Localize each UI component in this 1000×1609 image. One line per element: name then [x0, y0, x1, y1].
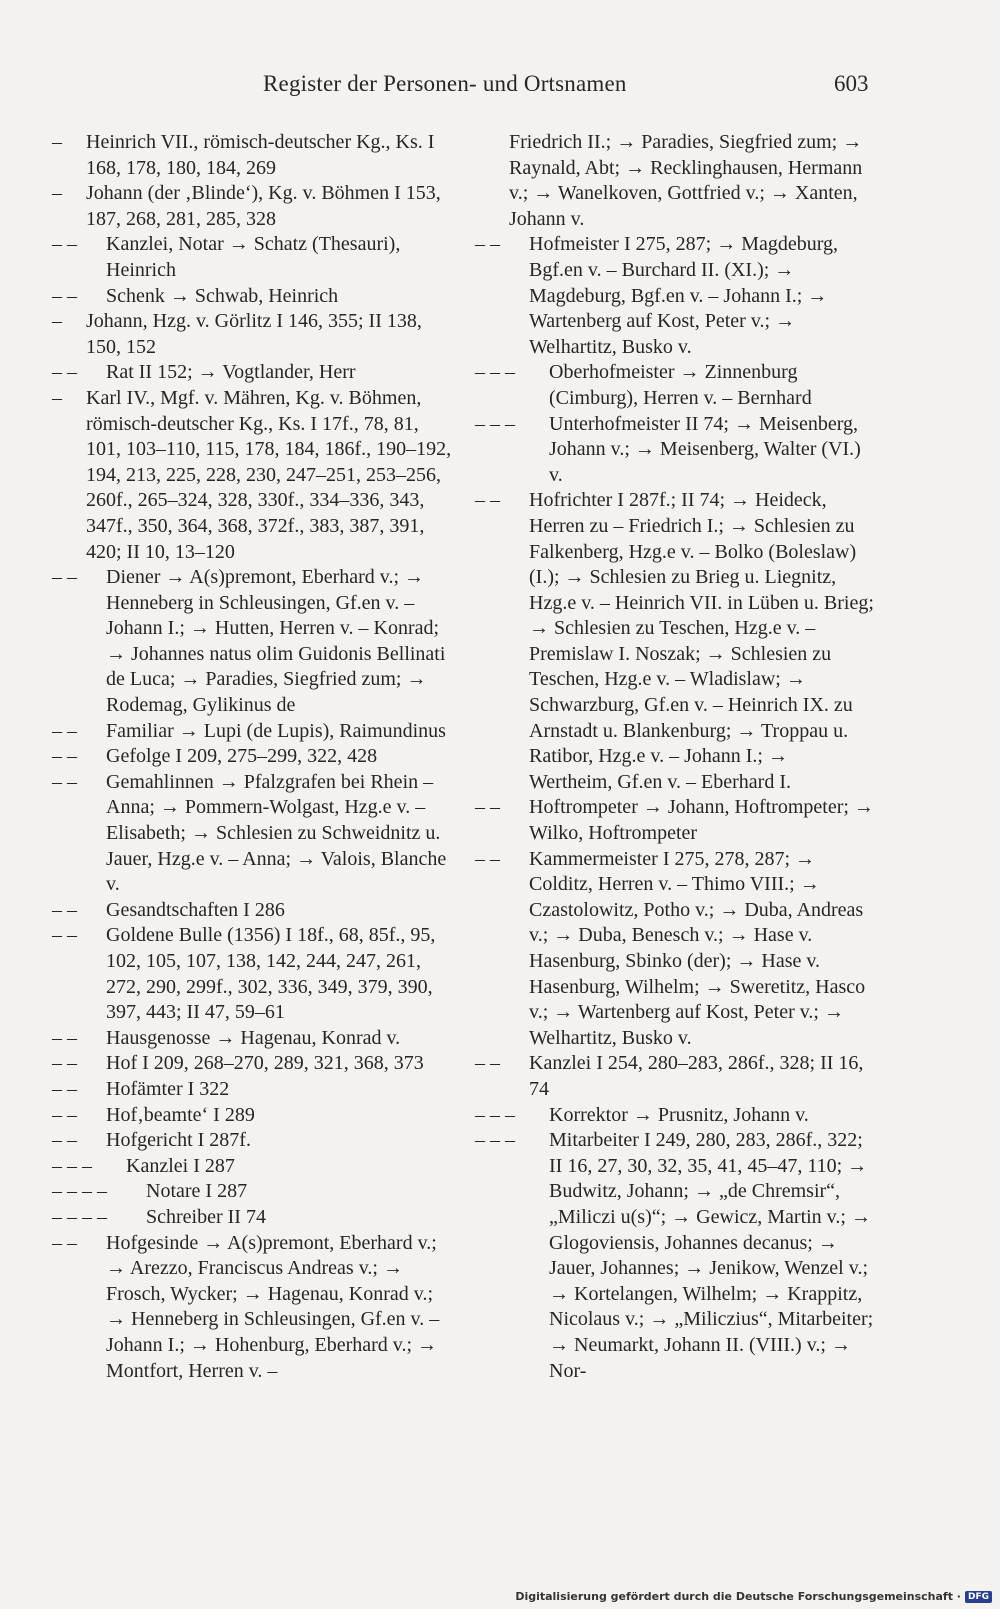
level-dashes: – – – [475, 1129, 515, 1152]
index-entry [52, 1103, 452, 1129]
entry-text: Familiar → Lupi (de Lupis), Raimundinus [106, 719, 446, 742]
level-dashes: – – [52, 361, 77, 384]
index-entry [52, 360, 452, 386]
entry-text: Kanzlei I 254, 280–283, 286f., 328; II 16, 74 [529, 1052, 864, 1100]
entry-text: Gesandtschaften I 286 [106, 898, 285, 921]
entry-text: Diener → A(s)premont, Eberhard v.; → Henneberg in Schleusingen, Gf.en v. – Johann I.; → Hutten, Herren v. – Konrad; → Johannes natus olim Guidonis Bellinati de Luca; → Paradies, Siegfried zum; → Rodemag, Gylikinus de [106, 566, 446, 717]
entry-text: Hofmeister I 275, 287; → Magdeburg, Bgf.en v. – Burchard II. (XI.); → Magdeburg, Bgf.en v. – Johann I.; → Wartenberg auf Kost, Peter v.; → Welhartitz, Busko v. [529, 233, 839, 358]
entry-text: Rat II 152; → Vogtlander, Herr [106, 361, 356, 384]
index-entry [52, 1179, 452, 1205]
index-entry [475, 360, 875, 411]
index-entry [52, 1077, 452, 1103]
entry-text: Hofgesinde → A(s)premont, Eberhard v.; → Arezzo, Franciscus Andreas v.; → Frosch, Wycker; → Hagenau, Konrad v.; → Henneberg in Schleusingen, Gf.en v. – Johann I.; → Hohenburg, Eberhard v.; → Montfort, Herren v. – [106, 1231, 440, 1382]
entry-text: Heinrich VII., römisch-deutscher Kg., Ks. I 168, 178, 180, 184, 269 [86, 131, 435, 179]
level-dashes: – – – [475, 361, 515, 384]
dfg-logo: DFG [965, 1591, 992, 1603]
entry-text: Karl IV., Mgf. v. Mähren, Kg. v. Böhmen, römisch-deutscher Kg., Ks. I 17f., 78, 81, 101, 103–110, 115, 178, 184, 186f., 190–192, 194, 213, 225, 228, 230, 247–251, 253–256, 260f., 265–324, 328, 330f., 334–336, 343, 347f., 350, 364, 368, 372f., 383, 387, 391, 420; II 10, 13–120 [86, 386, 452, 563]
entry-text: Hofrichter I 287f.; II 74; → Heideck, Herren zu – Friedrich I.; → Schlesien zu Falkenberg, Hzg.e v. – Bolko (Boleslaw) (I.); → Schlesien zu Brieg u. Liegnitz, Hzg.e v. – Heinrich VII. in Lüben u. Brieg; → Schlesien zu Teschen, Hzg.e v. – Premislaw I. Noszak; → Schlesien zu Teschen, Hzg.e v. – Wladislaw; → Schwarzburg, Gf.en v. – Heinrich IX. zu Arnstadt u. Blankenburg; → Troppau u. Ratibor, Hzg.e v. – Johann I.; → Wertheim, Gf.en v. – Eberhard I. [529, 489, 874, 793]
index-entry [475, 130, 875, 232]
index-entry [52, 1205, 452, 1231]
index-entry [52, 386, 452, 565]
level-dashes: – – [52, 1026, 77, 1049]
entry-text: Unterhofmeister II 74; → Meisenberg, Johann v.; → Meisenberg, Walter (VI.) v. [549, 412, 861, 486]
index-entry [52, 923, 452, 1025]
level-dashes: – – [52, 284, 77, 307]
level-dashes: – – – [475, 1103, 515, 1126]
level-dashes: – [52, 386, 62, 409]
index-entry [52, 130, 452, 181]
entry-text: Mitarbeiter I 249, 280, 283, 286f., 322; II 16, 27, 30, 32, 35, 41, 45–47, 110; → Budwitz, Johann; → „de Chremsir“, „Miliczi u(s)“; → Gewicz, Martin v.; → Glogoviensis, Johannes decanus; → Jauer, Johannes; → Jenikow, Wenzel v.; → Kortelangen, Wilhelm; → Krappitz, Nicolaus v.; → „Miliczius“, Mitarbeiter; → Neumarkt, Johann II. (VIII.) v.; → Nor- [549, 1129, 874, 1382]
index-entry [52, 232, 452, 283]
footer [515, 1590, 992, 1603]
index-entry [52, 719, 452, 745]
entry-text: Kammermeister I 275, 278, 287; → Colditz, Herren v. – Thimo VIII.; → Czastolowitz, Potho v.; → Duba, Andreas v.; → Duba, Benesch v.; → Hase v. Hasenburg, Sbinko (der); → Hase v. Hasenburg, Wilhelm; → Sweretitz, Hasco v.; → Wartenberg auf Kost, Peter v.; → Welhartitz, Busko v. [529, 847, 866, 1049]
entry-text: Schenk → Schwab, Heinrich [106, 284, 339, 307]
level-dashes: – – [52, 566, 77, 589]
page-number: 603 [834, 71, 869, 96]
entry-text: Hof‚beamte‘ I 289 [106, 1103, 255, 1126]
entry-text: Schreiber II 74 [146, 1205, 266, 1228]
level-dashes: – – – [475, 412, 515, 435]
level-dashes: – – – [52, 1154, 92, 1177]
index-entry [475, 1051, 875, 1102]
level-dashes: – – [52, 1129, 77, 1152]
entry-text: Friedrich II.; → Paradies, Siegfried zum; → Raynald, Abt; → Recklinghausen, Hermann v.; → Wanelkoven, Gottfried v.; → Xanten, Johann v. [509, 131, 863, 230]
index-entry [475, 412, 875, 489]
level-dashes: – – [52, 770, 77, 793]
index-entry [52, 1051, 452, 1077]
level-dashes: – – [475, 847, 500, 870]
entry-text: Gemahlinnen → Pfalzgrafen bei Rhein – Anna; → Pommern-Wolgast, Hzg.e v. – Elisabeth; → Schlesien zu Schweidnitz u. Jauer, Hzg.e v. – Anna; → Valois, Blanche v. [106, 770, 447, 896]
entry-text: Notare I 287 [146, 1180, 248, 1203]
level-dashes: – – [52, 1077, 77, 1100]
level-dashes: – – [52, 1231, 77, 1254]
index-entry [52, 770, 452, 898]
index-entry [52, 1231, 452, 1385]
level-dashes: – – [52, 924, 77, 947]
index-entry [475, 488, 875, 795]
level-dashes: – – [52, 1052, 77, 1075]
running-head [0, 0, 1000, 130]
index-entry [475, 1128, 875, 1384]
entry-text: Johann, Hzg. v. Görlitz I 146, 355; II 138, 150, 152 [86, 310, 422, 358]
level-dashes: – – [52, 233, 77, 256]
index-entry [52, 309, 452, 360]
level-dashes: – – [475, 489, 500, 512]
level-dashes: – – – – [52, 1180, 107, 1203]
index-entry [475, 847, 875, 1052]
level-dashes: – – [52, 1103, 77, 1126]
entry-text: Hofgericht I 287f. [106, 1129, 251, 1152]
page-title: Register der Personen- und Ortsnamen [263, 71, 627, 96]
entry-text: Kanzlei I 287 [126, 1154, 235, 1177]
entry-text: Oberhofmeister → Zinnenburg (Cimburg), Herren v. – Bernhard [549, 361, 812, 409]
entry-text: Hoftrompeter → Johann, Hoftrompeter; → Wilko, Hoftrompeter [529, 796, 874, 845]
entry-text: Gefolge I 209, 275–299, 322, 428 [106, 745, 378, 768]
entry-text: Korrektor → Prusnitz, Johann v. [549, 1103, 809, 1126]
footer-credit: Digitalisierung gefördert durch die Deutsche Forschungsgemeinschaft · [515, 1590, 961, 1603]
entry-text: Hof I 209, 268–270, 289, 321, 368, 373 [106, 1052, 424, 1075]
index-entry [52, 898, 452, 924]
index-entry [475, 1103, 875, 1129]
index-entry [475, 232, 875, 360]
entry-text: Johann (der ‚Blinde‘), Kg. v. Böhmen I 153, 187, 268, 281, 285, 328 [86, 182, 441, 230]
level-dashes: – – – – [52, 1205, 107, 1228]
index-entry [52, 284, 452, 310]
index-entry [52, 1026, 452, 1052]
level-dashes: – – [52, 719, 77, 742]
level-dashes: – [52, 131, 62, 153]
index-entry [475, 795, 875, 846]
level-dashes: – – [475, 233, 500, 256]
index-entry [52, 565, 452, 719]
left-column [52, 130, 452, 1384]
index-entry [52, 744, 452, 770]
index-entry [52, 1154, 452, 1180]
entry-text: Goldene Bulle (1356) I 18f., 68, 85f., 95, 102, 105, 107, 138, 142, 244, 247, 261, 272, 290, 299f., 302, 336, 349, 379, 390, 397, 443; II 47, 59–61 [106, 924, 436, 1024]
index-entry [52, 181, 452, 232]
entry-text: Hofämter I 322 [106, 1077, 230, 1100]
right-column [475, 130, 875, 1384]
entry-text: Kanzlei, Notar → Schatz (Thesauri), Heinrich [106, 233, 401, 281]
index-entry [52, 1128, 452, 1154]
level-dashes: – – [52, 898, 77, 921]
level-dashes: – – [52, 745, 77, 768]
level-dashes: – – [475, 796, 500, 819]
level-dashes: – [52, 310, 62, 333]
entry-text: Hausgenosse → Hagenau, Konrad v. [106, 1026, 401, 1049]
level-dashes: – [52, 182, 62, 205]
level-dashes: – – [475, 1052, 500, 1075]
